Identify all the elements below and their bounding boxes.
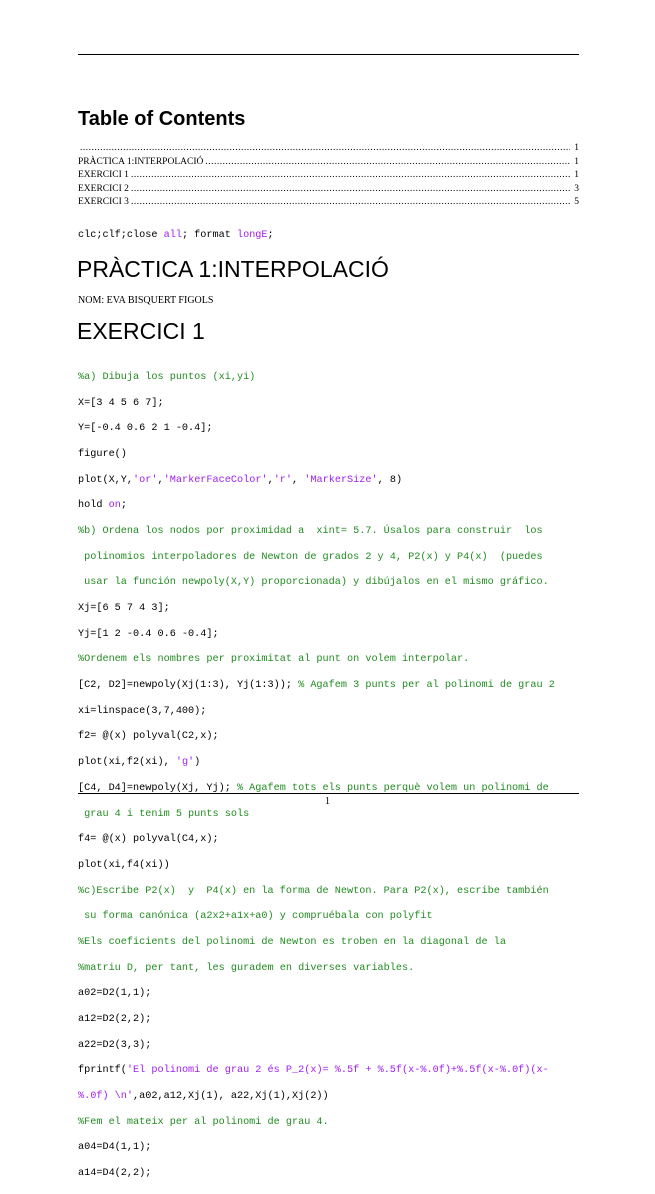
code-comment: polinomios interpoladores de Newton de grados 2 y 4, P2(x) y P4(x) (puedes	[78, 551, 543, 563]
toc-entry-page: 1	[574, 170, 579, 181]
code-line: Xj=[6 5 7 4 3];	[78, 603, 170, 615]
toc-leader-dots	[80, 142, 570, 156]
code-line: a12=D2(2,2);	[78, 1014, 152, 1026]
code-comment: su forma canónica (a2x2+a1x+a0) y compruébala con polyfit	[78, 911, 433, 923]
toc-entry-label: EXERCICI 1	[78, 170, 129, 181]
toc-leader-dots	[131, 196, 570, 210]
code-comment: %Els coeficients del polinomi de Newton es troben en la diagonal de la	[78, 936, 506, 948]
code-line: Y=[-0.4 0.6 2 1 -0.4];	[78, 423, 213, 435]
code-text: ; format	[181, 230, 237, 241]
toc-entry-label: EXERCICI 3	[78, 197, 129, 208]
page-number: 1	[325, 796, 330, 807]
code-block	[78, 359, 555, 1194]
table-of-contents	[78, 142, 579, 210]
section-title-practica: PRÀCTICA 1:INTERPOLACIÓ	[77, 256, 389, 282]
code-text: ;	[267, 230, 274, 241]
section-title-exercici-1: EXERCICI 1	[77, 318, 205, 344]
bottom-rule	[78, 793, 579, 794]
toc-entry[interactable]	[78, 156, 579, 170]
code-keyword: longE	[236, 230, 268, 241]
toc-entry-label: EXERCICI 2	[78, 183, 129, 194]
code-comment: %Fem el mateix per al polinomi de grau 4.	[78, 1116, 329, 1128]
code-comment: %matriu D, per tant, les guradem en diverses variables.	[78, 962, 415, 974]
code-line: hold on;	[78, 500, 127, 512]
code-comment: grau 4 i tenim 5 punts sols	[78, 808, 250, 820]
toc-entry[interactable]	[78, 183, 579, 197]
code-line: a14=D4(2,2);	[78, 1168, 152, 1180]
code-comment: %b) Ordena los nodos por proximidad a xint= 5.7. Úsalos para construir los	[78, 525, 543, 537]
code-keyword: all	[163, 230, 182, 241]
code-line: Yj=[1 2 -0.4 0.6 -0.4];	[78, 628, 219, 640]
toc-entry-page: 3	[574, 183, 579, 194]
code-line: %.0f) \n',a02,a12,Xj(1), a22,Xj(1),Xj(2))	[78, 1091, 329, 1103]
author-name: NOM: EVA BISQUERT FIGOLS	[78, 295, 214, 306]
toc-entry[interactable]	[78, 196, 579, 210]
code-line: plot(xi,f2(xi), 'g')	[78, 757, 201, 769]
toc-title: Table of Contents	[78, 108, 246, 130]
toc-entry-page: 1	[574, 143, 579, 153]
code-line: a02=D2(1,1);	[78, 988, 152, 1000]
code-line: [C4, D4]=newpoly(Xj, Yj); % Agafem tots els punts perquè volem un polinomi de	[78, 782, 549, 794]
toc-leader-dots	[131, 169, 570, 183]
code-line: a04=D4(1,1);	[78, 1142, 152, 1154]
code-line: a22=D2(3,3);	[78, 1039, 152, 1051]
toc-leader-dots	[131, 183, 570, 197]
code-line: figure()	[78, 448, 127, 460]
code-line: fprintf('El polinomi de grau 2 és P_2(x)= %.5f + %.5f(x-%.0f)+%.5f(x-%.0f)(x-	[78, 1065, 549, 1077]
toc-entry-page: 1	[574, 156, 579, 167]
code-comment: %c)Escribe P2(x) y P4(x) en la forma de Newton. Para P2(x), escribe también	[78, 885, 549, 897]
code-text: clc;clf;close	[78, 230, 164, 241]
toc-leader-dots	[205, 156, 570, 170]
toc-entry[interactable]	[78, 169, 579, 183]
code-line: f4= @(x) polyval(C4,x);	[78, 834, 219, 846]
code-comment: %a) Dibuja los puntos (xi,yi)	[78, 371, 256, 383]
code-line: [C2, D2]=newpoly(Xj(1:3), Yj(1:3)); % Agafem 3 punts per al polinomi de grau 2	[78, 680, 555, 692]
code-line: plot(xi,f4(xi))	[78, 859, 170, 871]
code-comment: %Ordenem els nombres per proximitat al punt on volem interpolar.	[78, 654, 470, 666]
intro-code	[78, 230, 274, 243]
top-rule	[78, 54, 579, 55]
toc-entry-page: 5	[574, 197, 579, 208]
code-line: plot(X,Y,'or','MarkerFaceColor','r', 'MarkerSize', 8)	[78, 474, 403, 486]
toc-entry[interactable]	[78, 142, 579, 156]
code-comment: usar la función newpoly(X,Y) proporcionada) y dibújalos en el mismo gráfico.	[78, 577, 549, 589]
toc-entry-label: PRÀCTICA 1:INTERPOLACIÓ	[78, 156, 204, 167]
code-line: f2= @(x) polyval(C2,x);	[78, 731, 219, 743]
code-line: X=[3 4 5 6 7];	[78, 397, 164, 409]
code-line: xi=linspace(3,7,400);	[78, 705, 207, 717]
